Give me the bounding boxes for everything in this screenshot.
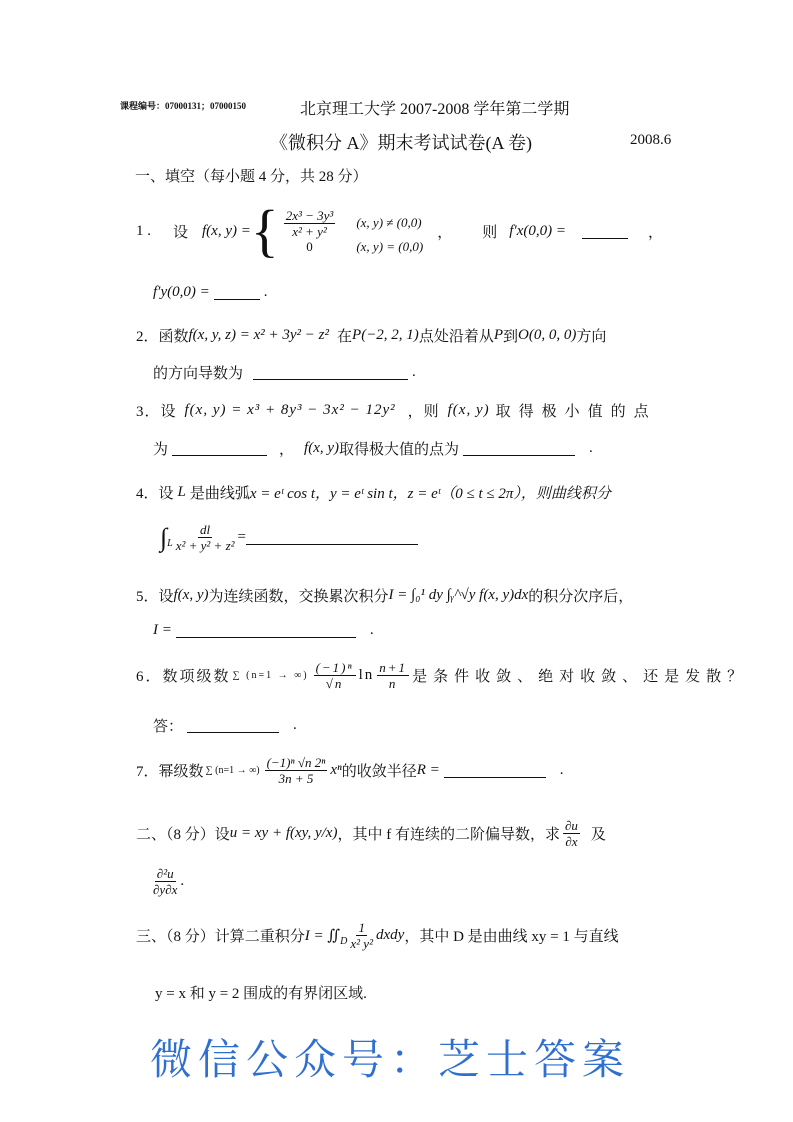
math: ln <box>358 667 375 683</box>
text: 三、（8 分）计算二重积分 <box>136 929 305 945</box>
numerator: (−1)ⁿ <box>315 660 354 675</box>
question-6 <box>136 660 748 691</box>
question-5 <box>136 585 633 606</box>
text: . <box>293 717 297 733</box>
question-4-line2 <box>160 522 422 553</box>
course-code: 课程编号：07000131；07000150 <box>120 101 247 111</box>
text: ，则 <box>407 404 440 420</box>
text: . <box>412 364 416 380</box>
math: L <box>167 538 173 549</box>
answer-blank[interactable] <box>463 441 575 456</box>
text: 的积分次序后， <box>528 589 634 605</box>
section-3 <box>136 920 619 951</box>
text: ， <box>437 224 453 241</box>
text: 方向 <box>576 329 607 345</box>
question-2-line2 <box>153 362 416 383</box>
q-number: 1 . <box>136 222 151 239</box>
text: ， <box>647 224 663 241</box>
integral-sign: ∫ <box>160 522 168 552</box>
text: 为 <box>153 442 169 458</box>
section-2 <box>136 818 606 849</box>
text: ，其中 f 有连续的二阶偏导数，求 <box>337 827 560 843</box>
denominator: n <box>388 676 398 691</box>
brace: { <box>250 198 279 263</box>
text: 在 <box>337 329 353 345</box>
text: 3．设 <box>136 404 177 420</box>
text: ， <box>279 442 295 458</box>
university-term: 北京理工大学 2007-2008 学年第二学期 <box>300 101 570 118</box>
denominator: 3n + 5 <box>278 771 314 786</box>
math: dxdy <box>375 927 405 943</box>
exam-title: 《微积分 A》期末考试试卷(A 卷) <box>270 133 532 153</box>
watermark: 微信公众号：芝士答案 <box>150 1035 631 1084</box>
denominator: x² + y² + z² <box>175 538 235 553</box>
text: 是条件收敛、绝对收敛、还是发散？ <box>412 669 749 685</box>
text: . <box>369 622 374 638</box>
section-2-line2 <box>150 866 184 897</box>
question-1-line2 <box>153 284 267 301</box>
summation: ∑ (n=1 → ∞) <box>232 670 309 681</box>
answer-blank[interactable] <box>214 285 260 300</box>
question-1 <box>136 200 663 262</box>
value: 0 <box>306 238 313 254</box>
summation: ∑ (n=1 → ∞) <box>205 765 260 776</box>
text: 是曲线弧 <box>189 486 250 502</box>
math: x = eᵗ cos t，y = eᵗ sin t，z = eᵗ（0 ≤ t ≤ 2π），则曲线积分 <box>249 486 611 502</box>
text: 取得极大值的点为 <box>339 442 460 458</box>
math: f′y(0,0) = <box>153 284 210 300</box>
math: I = ∫₀¹ dy ∫ᵧ^√y f(x, y)dx <box>388 587 529 603</box>
question-3-line2 <box>153 438 593 459</box>
text: 为连续函数，交换累次积分 <box>208 589 389 605</box>
answer-blank[interactable] <box>246 530 418 545</box>
math: xⁿ <box>330 762 342 778</box>
math: P(−2, 2, 1) <box>352 327 419 343</box>
answer-blank[interactable] <box>444 763 546 778</box>
math: L <box>177 484 186 500</box>
text: . <box>263 284 268 300</box>
math: O(0, 0, 0) <box>518 327 577 343</box>
math: D <box>340 936 348 947</box>
math: f′x(0,0) = <box>509 222 566 239</box>
numerator: ∂²u <box>156 866 174 881</box>
text: 4．设 <box>136 486 174 502</box>
math: f(x, y) <box>304 440 340 456</box>
text: 及 <box>590 827 606 843</box>
text: 答： <box>153 719 184 735</box>
exam-date: 2008.6 <box>630 132 672 148</box>
numerator: dl <box>200 522 211 537</box>
answer-blank[interactable] <box>582 224 628 239</box>
question-6-line2 <box>153 715 297 736</box>
answer-blank[interactable] <box>253 365 408 380</box>
text: . <box>180 873 185 889</box>
text: 的方向导数为 <box>153 366 244 382</box>
text: 则 <box>482 224 498 241</box>
text: 二、（8 分）设 <box>136 827 230 843</box>
math: f(x, y, z) = x² + 3y² − z² <box>188 327 330 343</box>
denominator: √n <box>325 676 344 691</box>
text: . <box>559 762 564 778</box>
text: 的收敛半径 <box>341 764 417 780</box>
numerator: 2x³ − 3y³ <box>285 207 334 223</box>
math: u = xy + f(xy, y/x) <box>229 825 338 841</box>
question-5-line2 <box>153 622 374 639</box>
text: 取得极小值的点 <box>495 404 657 420</box>
numerator: ∂u <box>564 818 578 833</box>
math: P <box>493 327 503 343</box>
section1-title: 一、填空（每小题 4 分，共 28 分） <box>135 169 368 185</box>
text: ，其中 D 是由曲线 xy = 1 与直线 <box>404 929 619 945</box>
denominator: ∂x <box>565 834 578 849</box>
text: 5．设 <box>136 589 174 605</box>
math: I = <box>153 622 172 638</box>
text: 设 <box>173 224 189 241</box>
numerator: 1 <box>358 920 365 935</box>
text: 7．幂级数 <box>136 764 204 780</box>
denominator: x² y² <box>350 936 373 951</box>
text: 6．数项级数 <box>136 669 231 685</box>
answer-blank[interactable] <box>187 718 279 733</box>
math: R = <box>416 762 440 778</box>
text: . <box>589 440 593 456</box>
math: f(x, y) = <box>202 222 251 239</box>
section-3-line2: y = x 和 y = 2 围成的有界闭区域. <box>155 986 367 1002</box>
condition: (x, y) = (0,0) <box>356 238 424 254</box>
numerator: (−1)ⁿ √n 2ⁿ <box>266 755 326 770</box>
denominator: ∂y∂x <box>153 882 178 897</box>
math: f(x, y) <box>173 587 209 603</box>
math: f(x, y) = x³ + 8y³ − 3x² − 12y² <box>184 402 396 418</box>
answer-blank[interactable] <box>172 441 267 456</box>
text: 2．函数 <box>136 329 189 345</box>
question-3 <box>136 400 657 421</box>
piecewise <box>281 208 424 255</box>
denominator: x² + y² <box>292 223 327 239</box>
condition: (x, y) ≠ (0,0) <box>356 215 422 230</box>
text: = <box>237 529 246 545</box>
text: 点处沿着从 <box>418 329 494 345</box>
question-4 <box>136 482 611 503</box>
text: 到 <box>503 329 519 345</box>
answer-blank[interactable] <box>176 623 356 638</box>
question-7 <box>136 755 564 786</box>
math: I = ∬ <box>304 928 341 944</box>
math: f(x, y) <box>447 402 490 418</box>
numerator: n+1 <box>379 660 408 675</box>
question-2 <box>136 325 606 346</box>
